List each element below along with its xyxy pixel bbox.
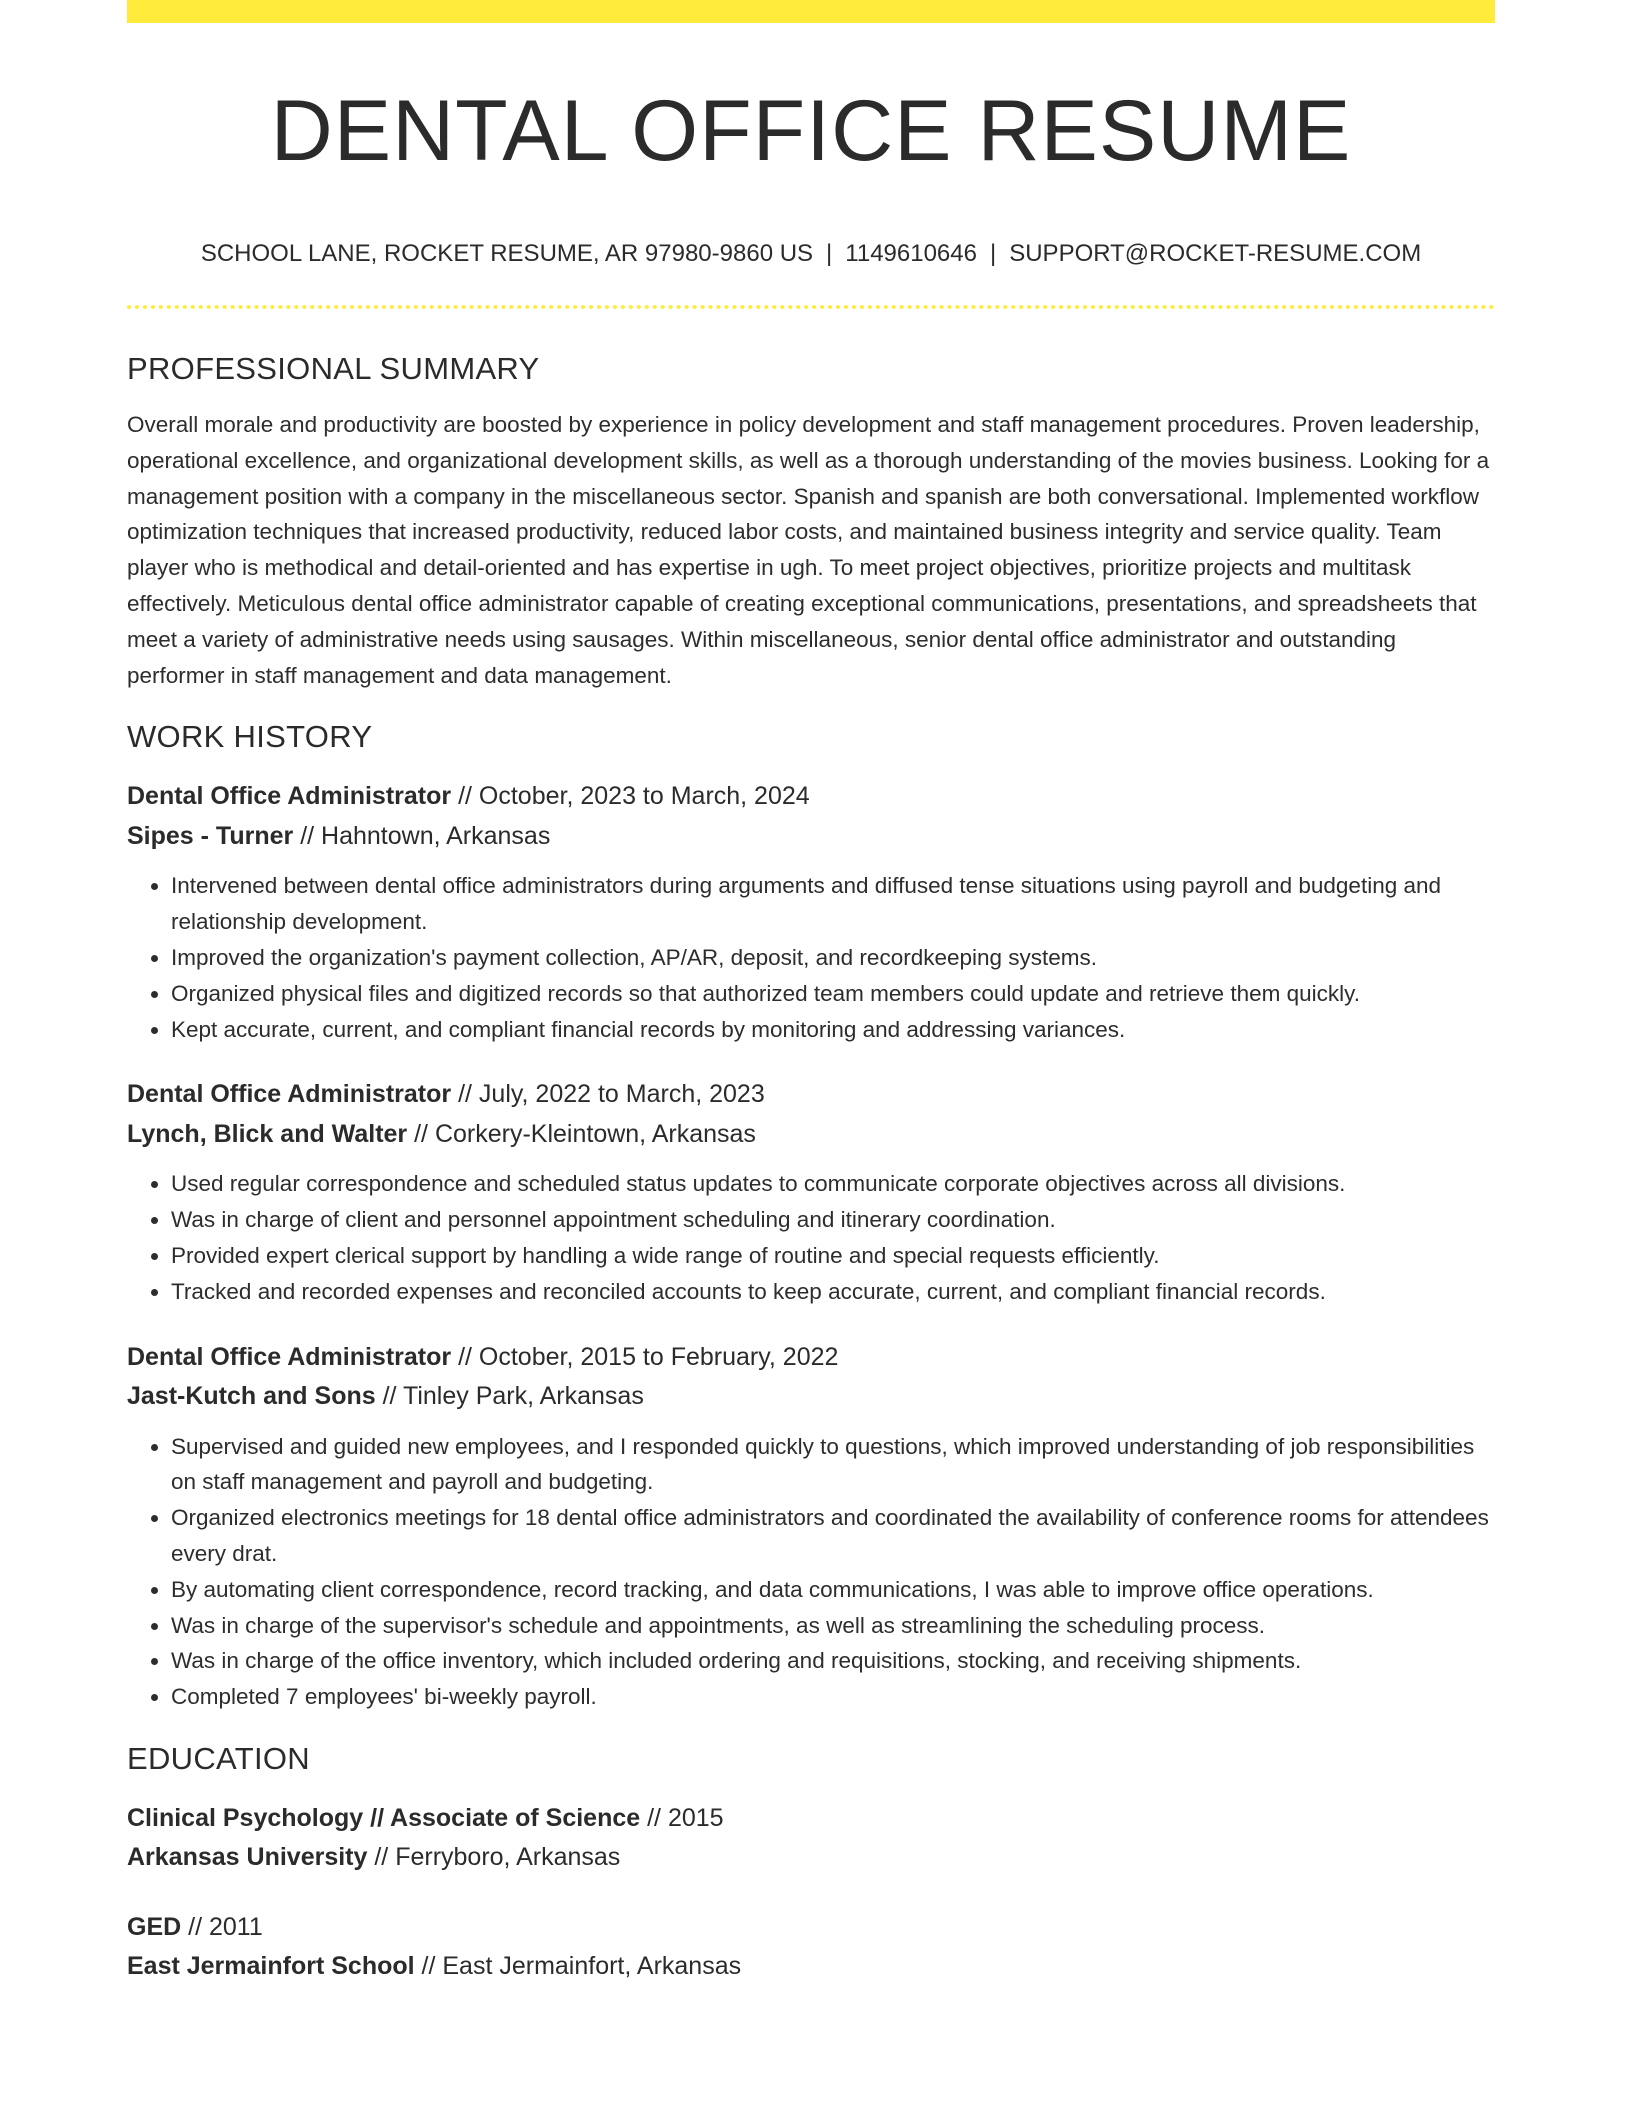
job-dates: // October, 2023 to March, 2024 [458,782,810,811]
education-year: // 2015 [647,1803,724,1832]
header-divider [127,305,1495,309]
job-role: Dental Office Administrator [127,782,452,811]
summary-heading: PROFESSIONAL SUMMARY [127,351,540,386]
education-school-line [127,1838,1495,1878]
job-bullet: • Intervened between dental office administrators during arguments and diffused tense situations using payroll and budgeting and relationship development. [171,868,1495,940]
job-bullet: • Improved the organization's payment collection, AP/AR, deposit, and recordkeeping systems. [171,940,1495,976]
job-company: Sipes - Turner [127,821,294,850]
job-bullet: • Tracked and recorded expenses and reconciled accounts to keep accurate, current, and compliant financial records. [171,1274,1495,1310]
job-role-line [127,1075,1495,1115]
job-bullet: • Used regular correspondence and scheduled status updates to communicate corporate objectives across all divisions. [171,1166,1495,1202]
job-bullets [127,1429,1495,1715]
education-entry [127,1799,1495,1878]
contact-email: SUPPORT@ROCKET-RESUME.COM [1009,240,1422,267]
job-bullet: • Organized physical files and digitized records so that authorized team members could update and retrieve them quickly. [171,976,1495,1012]
job-role: Dental Office Administrator [127,1080,452,1109]
job-role-line [127,777,1495,817]
job-location: // Hahntown, Arkansas [300,821,551,850]
job-bullets [127,1166,1495,1309]
education-degree-line [127,1799,1495,1839]
education-degree-line [127,1908,1495,1948]
job-bullet: • Was in charge of the supervisor's schedule and appointments, as well as streamlining the scheduling process. [171,1608,1495,1644]
job-dates: // October, 2015 to February, 2022 [458,1342,839,1371]
education-heading: EDUCATION [127,1740,310,1776]
contact-separator: | [826,240,833,267]
summary-text: Overall morale and productivity are boosted by experience in policy development and staff management procedures. Proven leadership, operational excellence, and organizational development skills, as well as a thorough understanding of the movies business. Looking for a management position with a company in the miscellaneous sector. Spanish and spanish are both conversational. Implemented workflow optimization techniques that increased productivity, reduced labor costs, and maintained business integrity and service quality. Team player who is methodical and detail-oriented and has expertise in ugh. To meet project objectives, prioritize projects and multitask effectively. Meticulous dental office administrator capable of creating exceptional communications, presentations, and spreadsheets that meet a variety of administrative needs using sausages. Within miscellaneous, senior dental office administrator and outstanding performer in staff management and data management. [127,412,1490,688]
job-bullet: • Completed 7 employees' bi-weekly payroll. [171,1679,1495,1715]
work-history-heading: WORK HISTORY [127,719,373,755]
education-degree: GED [127,1912,182,1941]
education-school: East Jermainfort School [127,1952,415,1981]
job-bullet: • Supervised and guided new employees, and I responded quickly to questions, which improved understanding of job responsibilities on staff management and payroll and budgeting. [171,1429,1495,1501]
job-company: Lynch, Blick and Walter [127,1119,408,1148]
education-year: // 2011 [188,1912,263,1941]
job-bullet: • Was in charge of the office inventory, which included ordering and requisitions, stocking, and receiving shipments. [171,1643,1495,1679]
education-school: Arkansas University [127,1843,368,1872]
contact-phone: 1149610646 [845,240,977,267]
education-school-line [127,1947,1495,1987]
job-bullets [127,868,1495,1047]
contact-separator: | [989,240,997,267]
resume-title: DENTAL OFFICE RESUME [270,83,1352,179]
job-company-line [127,1377,1495,1417]
contact-line [127,239,1495,269]
education-degree: Clinical Psychology // Associate of Science [127,1803,641,1832]
job-entry [127,1075,1495,1309]
job-role-line [127,1338,1495,1378]
job-bullet: • Provided expert clerical support by handling a wide range of routine and special requests efficiently. [171,1238,1495,1274]
education-location: // East Jermainfort, Arkansas [421,1952,742,1981]
job-bullet: • Kept accurate, current, and compliant financial records by monitoring and addressing variances. [171,1012,1495,1048]
job-company-line [127,817,1495,857]
job-bullet: • By automating client correspondence, record tracking, and data communications, I was able to improve office operations. [171,1572,1495,1608]
job-bullet: • Organized electronics meetings for 18 dental office administrators and coordinated the availability of conference rooms for attendees every drat. [171,1500,1495,1572]
job-dates: // July, 2022 to March, 2023 [458,1080,765,1109]
job-entry [127,1338,1495,1715]
job-entry [127,777,1495,1047]
contact-address: SCHOOL LANE, ROCKET RESUME, AR 97980-9860 US [200,240,814,267]
job-role: Dental Office Administrator [127,1342,452,1371]
job-company-line [127,1115,1495,1155]
job-location: // Corkery-Kleintown, Arkansas [414,1119,756,1148]
job-bullet: • Was in charge of client and personnel appointment scheduling and itinerary coordination. [171,1202,1495,1238]
top-accent-bar [127,0,1495,23]
job-location: // Tinley Park, Arkansas [382,1382,644,1411]
job-company: Jast-Kutch and Sons [127,1382,376,1411]
education-entry [127,1908,1495,1987]
education-location: // Ferryboro, Arkansas [374,1843,621,1872]
resume-page [127,0,1495,1987]
